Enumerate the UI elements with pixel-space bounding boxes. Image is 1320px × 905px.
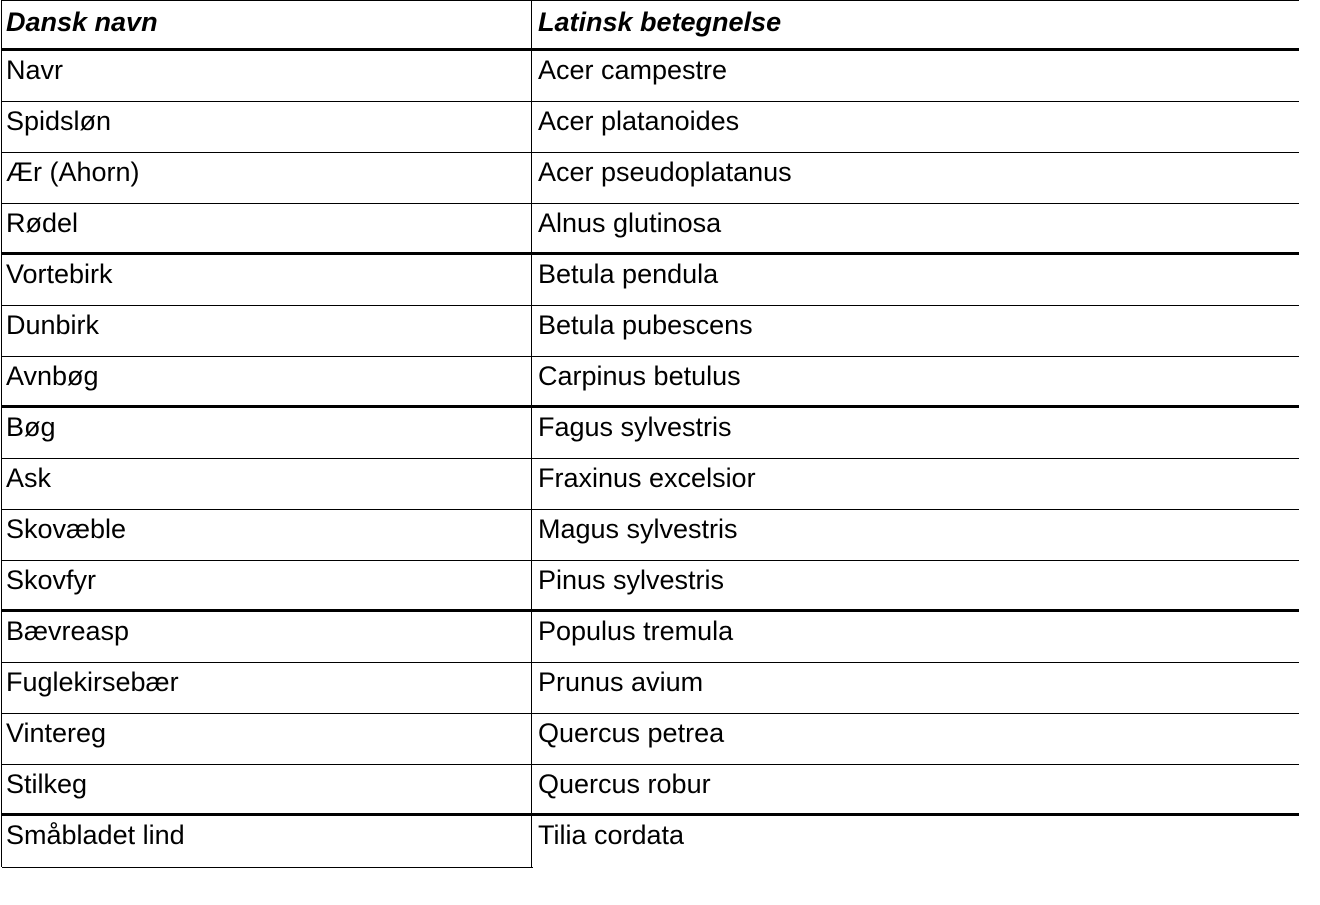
table-row xyxy=(1,561,1299,612)
danish-name-cell: Ask xyxy=(1,459,532,509)
table-row xyxy=(1,663,1299,714)
latin-name-cell: Carpinus betulus xyxy=(538,361,741,391)
table-row xyxy=(1,51,1299,102)
table-header-row xyxy=(1,0,1299,51)
table-row xyxy=(1,765,1299,816)
latin-name-cell: Quercus petrea xyxy=(538,718,725,748)
danish-name-cell: Rødel xyxy=(1,204,532,252)
danish-name-cell: Vintereg xyxy=(1,714,532,764)
danish-name-cell: Fuglekirsebær xyxy=(1,663,532,713)
latin-name-cell: Magus sylvestris xyxy=(538,514,738,544)
latin-name-cell: Fraxinus excelsior xyxy=(538,463,756,493)
latin-name-cell: Betula pubescens xyxy=(538,310,753,340)
danish-name-cell: Dunbirk xyxy=(1,306,532,356)
danish-name-cell: Skovfyr xyxy=(1,561,532,609)
latin-name-cell: Prunus avium xyxy=(538,667,704,697)
latin-name-cell: Acer campestre xyxy=(538,55,728,85)
table-row xyxy=(1,255,1299,306)
latin-name-cell: Tilia cordata xyxy=(538,820,685,850)
latin-name-cell: Fagus sylvestris xyxy=(538,412,732,442)
latin-name-cell: Pinus sylvestris xyxy=(538,565,725,595)
danish-name-cell: Bøg xyxy=(1,408,532,458)
table-bottom-border xyxy=(2,867,533,868)
danish-name-cell: Skovæble xyxy=(1,510,532,560)
table-row xyxy=(1,204,1299,255)
latin-name-cell: Betula pendula xyxy=(538,259,719,289)
danish-name-cell: Navr xyxy=(1,51,532,101)
danish-name-cell: Småbladet lind xyxy=(1,816,532,867)
table-row xyxy=(1,714,1299,765)
table-row xyxy=(1,816,1299,867)
header-latin-name: Latinsk betegnelse xyxy=(538,7,782,37)
danish-name-cell: Ær (Ahorn) xyxy=(1,153,532,203)
header-danish-name: Dansk navn xyxy=(1,1,532,48)
table-row xyxy=(1,612,1299,663)
table-row xyxy=(1,408,1299,459)
danish-name-cell: Stilkeg xyxy=(1,765,532,813)
latin-name-cell: Acer platanoides xyxy=(538,106,740,136)
danish-name-cell: Vortebirk xyxy=(1,255,532,305)
danish-name-cell: Spidsløn xyxy=(1,102,532,152)
table-row xyxy=(1,153,1299,204)
table-row xyxy=(1,357,1299,408)
latin-name-cell: Quercus robur xyxy=(538,769,711,799)
danish-name-cell: Bævreasp xyxy=(1,612,532,662)
danish-name-cell: Avnbøg xyxy=(1,357,532,405)
table-row xyxy=(1,102,1299,153)
latin-name-cell: Populus tremula xyxy=(538,616,734,646)
latin-name-cell: Acer pseudoplatanus xyxy=(538,157,792,187)
table-row xyxy=(1,306,1299,357)
table-row xyxy=(1,510,1299,561)
table-row xyxy=(1,459,1299,510)
latin-name-cell: Alnus glutinosa xyxy=(538,208,722,238)
species-table xyxy=(1,0,1299,867)
